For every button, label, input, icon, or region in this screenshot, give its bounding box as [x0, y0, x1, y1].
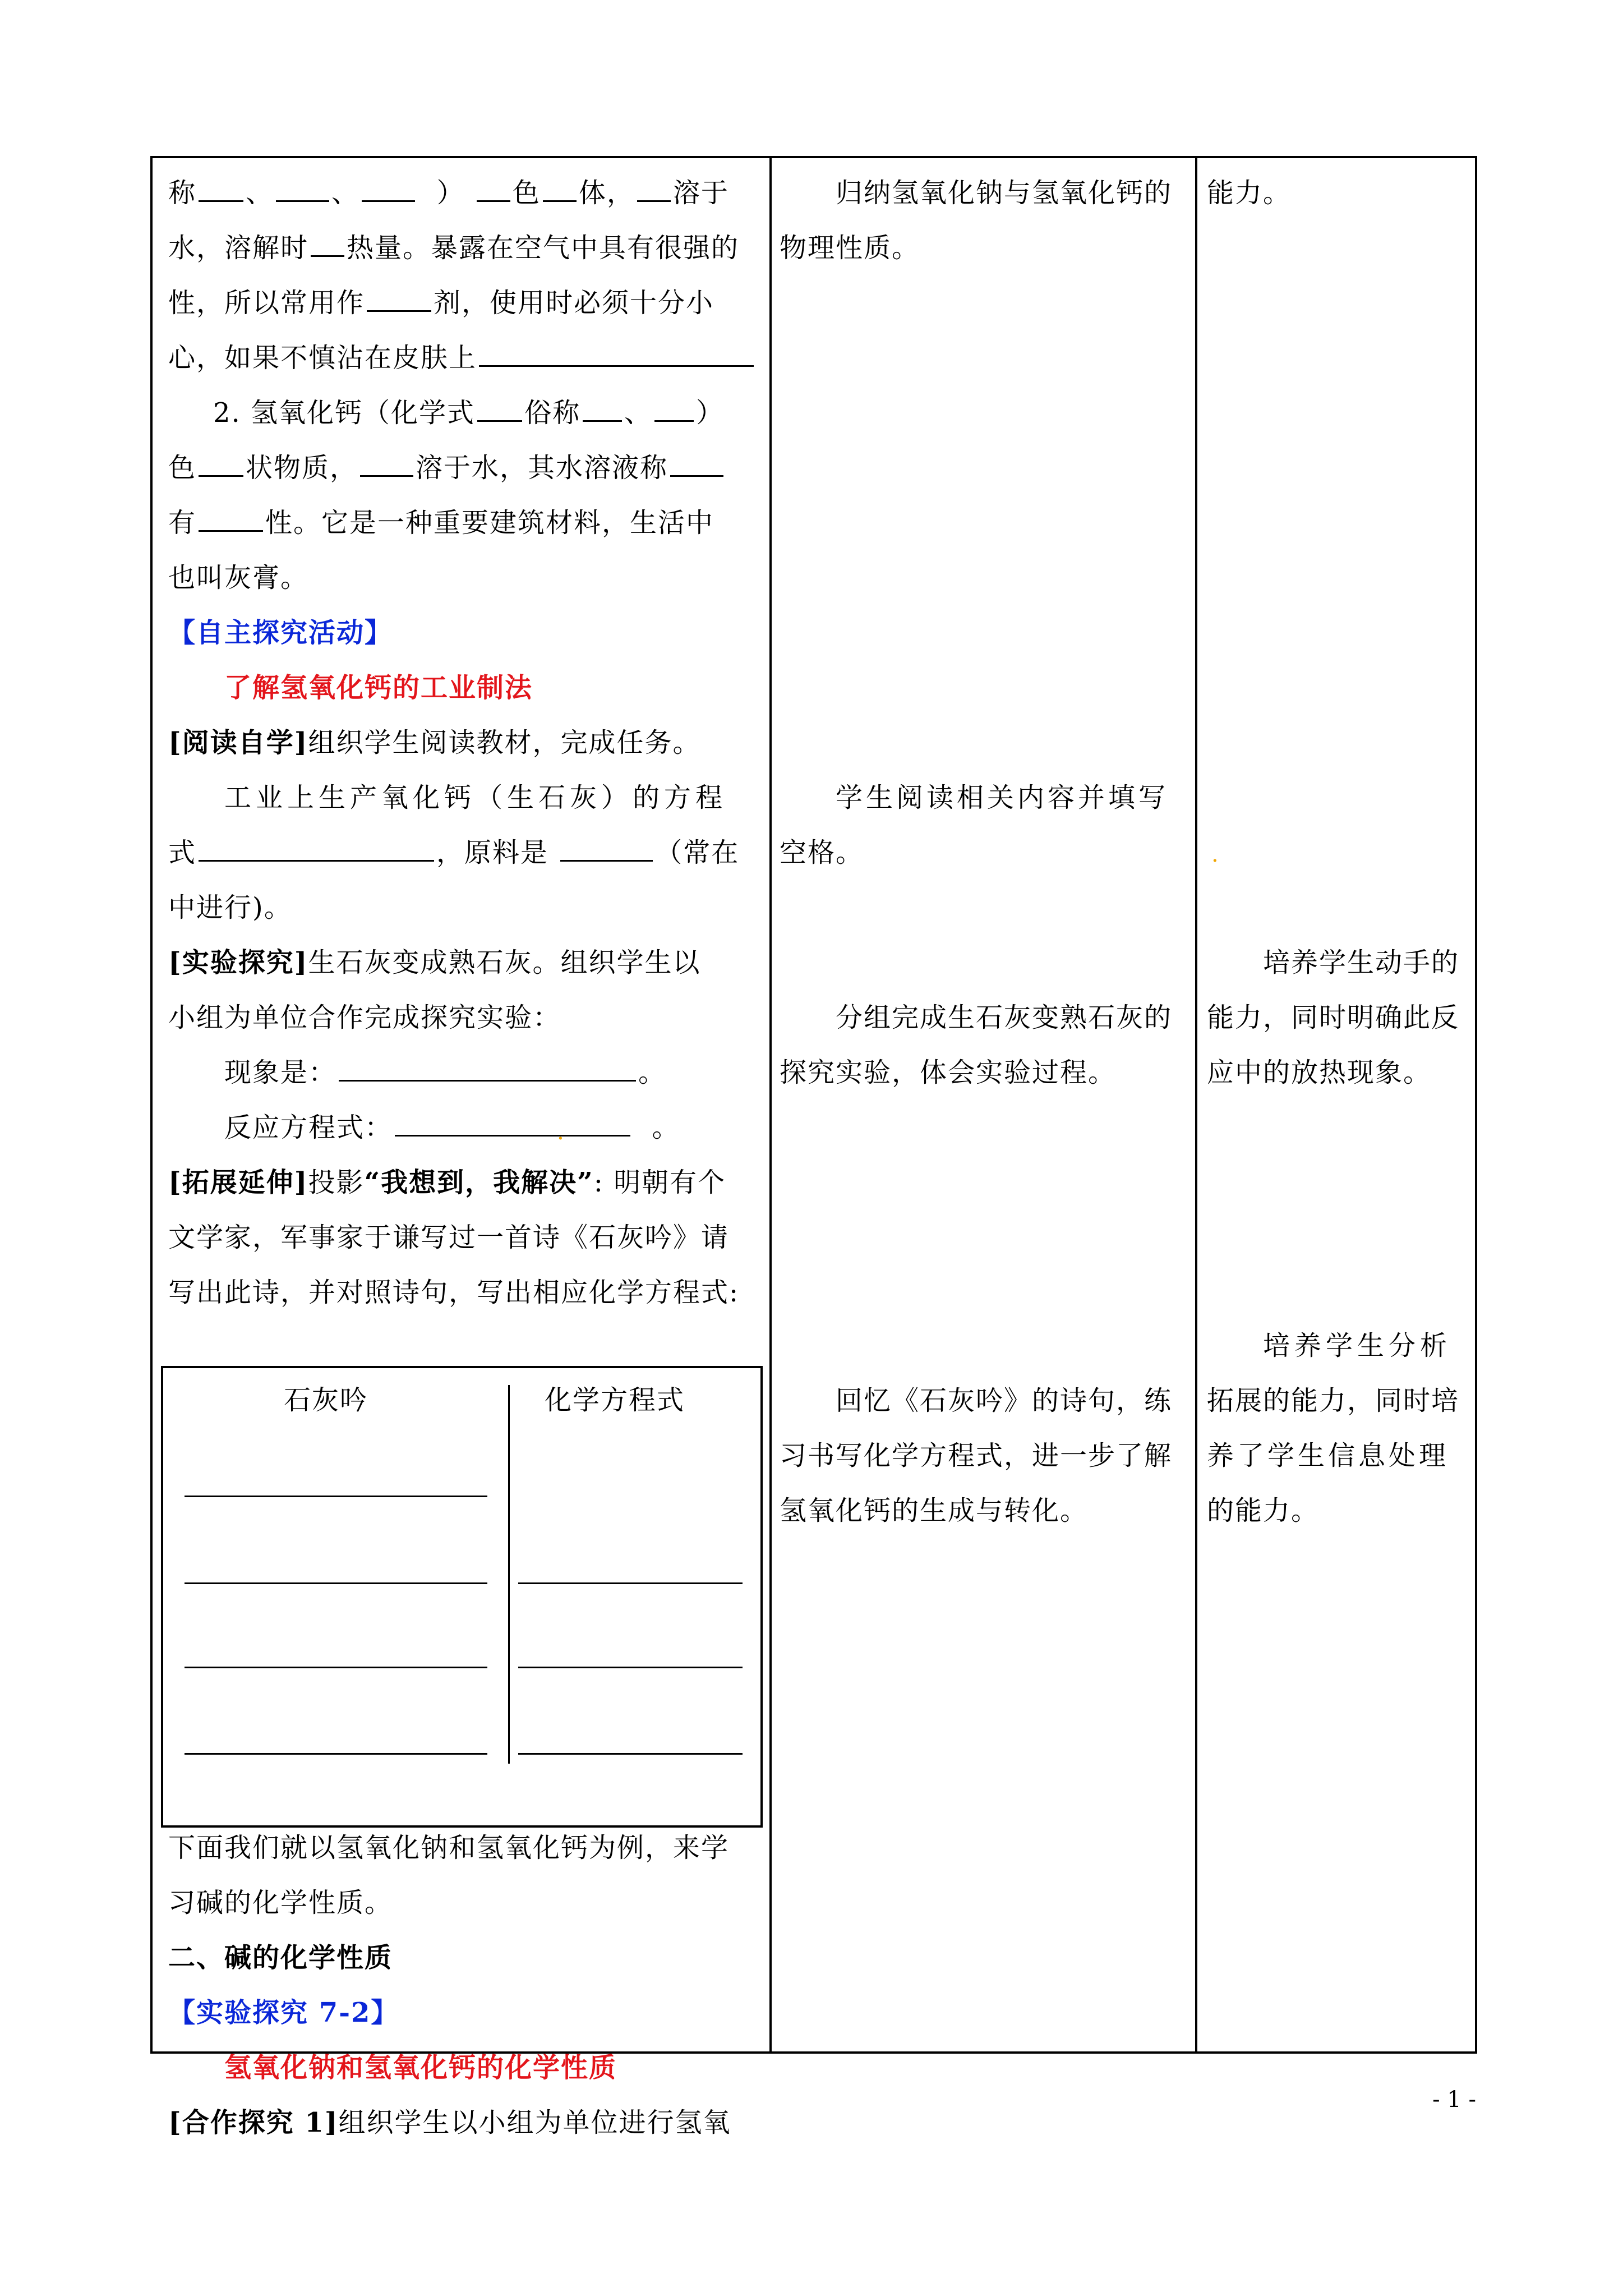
table-border-left	[150, 156, 153, 2054]
blank	[311, 227, 344, 257]
column-design-intent-3	[1207, 1318, 1470, 1538]
after-box-line-2: 习碱的化学性质。	[168, 1887, 393, 1918]
after-box-line-1: 下面我们就以氢氧化钠和氢氧化钙为例，来学	[168, 1832, 730, 1864]
box-divider	[508, 1385, 510, 1764]
blank	[362, 172, 415, 202]
student-text-2b: 空格。	[780, 837, 864, 868]
blank	[276, 172, 329, 202]
column-design-intent-2	[1207, 935, 1470, 1100]
equation-blank-3	[518, 1753, 743, 1755]
blank	[339, 1052, 636, 1082]
blank	[477, 172, 510, 202]
student-text-4a: 回忆《石灰吟》的诗句，练	[836, 1385, 1173, 1416]
intent-text-1: 能力。	[1207, 177, 1292, 209]
subheading-chemical-properties: 氢氧化钠和氢氧化钙的化学性质	[224, 2052, 617, 2083]
heading-experiment-7-2: 【实验探究 7-2】	[168, 1997, 399, 2028]
poem-blank-1	[185, 1496, 487, 1497]
cooperative-exploration-line: [合作探究 1]组织学生以小组为单位进行氢氧	[168, 2107, 731, 2138]
line-4: 心，如果不慎沾在皮肤上	[168, 330, 763, 385]
column-student-activities-2	[780, 770, 1189, 880]
line-2: 水，溶解时 热量。暴露在空气中具有很强的	[168, 220, 763, 275]
equation-blank-2	[518, 1667, 743, 1668]
orange-dot-mark: .	[1211, 841, 1219, 867]
blank	[360, 447, 413, 477]
poem-blank-3	[185, 1667, 487, 1668]
experiment-paragraph: [实验探究]生石灰变成熟石灰。组织学生以	[168, 947, 701, 978]
student-text-1b: 物理性质。	[780, 232, 920, 264]
orange-dot-mark: .	[557, 1119, 564, 1145]
industry-line-3: 中进行)。	[168, 892, 292, 923]
industry-line-2: 式 ，原料是 （常在	[168, 825, 763, 880]
student-text-3b: 探究实验，体会实验过程。	[780, 1057, 1117, 1088]
poem-equation-box	[161, 1366, 763, 1828]
line-3: 性，所以常用作 剂，使用时必须十分小	[168, 275, 763, 330]
poem-blank-4	[185, 1753, 487, 1755]
column-teacher-activities	[168, 165, 763, 1320]
phenomenon-line: 现象是： 。	[168, 1045, 763, 1100]
column-teacher-activities-continued	[168, 1820, 763, 2150]
line-8: 也叫灰膏。	[168, 562, 309, 593]
student-text-4c: 氢氧化钙的生成与转化。	[780, 1495, 1089, 1526]
student-text-1a: 归纳氢氧化钠与氢氧化钙的	[836, 177, 1173, 209]
blank	[654, 392, 694, 422]
column-student-activities-3	[780, 990, 1189, 1100]
blank	[637, 172, 671, 202]
table-border-top	[150, 156, 1477, 158]
column-student-activities-4	[780, 1373, 1189, 1538]
student-text-4b: 习书写化学方程式，进一步了解	[780, 1440, 1173, 1471]
blank	[543, 172, 577, 202]
intent-text-3d: 的能力。	[1207, 1495, 1320, 1526]
blank	[367, 282, 431, 312]
intent-text-3a: 培养学生分析	[1263, 1330, 1452, 1361]
blank	[199, 447, 243, 477]
table-divider-1	[769, 156, 772, 2054]
intent-text-3c: 养了学生信息处理	[1207, 1440, 1450, 1471]
poem-blank-2	[185, 1582, 487, 1584]
blank	[670, 447, 723, 477]
student-text-3a: 分组完成生石灰变熟石灰的	[836, 1002, 1173, 1033]
column-design-intent	[1207, 165, 1470, 220]
extension-paragraph: [拓展延伸]投影“我想到，我解决”: 明朝有个	[168, 1167, 726, 1198]
industry-line-1: 工业上生产氧化钙（生石灰）的方程	[224, 782, 727, 813]
blank	[560, 832, 653, 862]
blank	[479, 337, 754, 367]
line-1: 称 、 、 ） 色 体， 溶于	[168, 165, 763, 220]
box-header-equation: 化学方程式	[545, 1384, 685, 1416]
intent-text-2c: 应中的放热现象。	[1207, 1057, 1432, 1088]
blank	[583, 392, 622, 422]
blank	[199, 172, 243, 202]
intent-text-2a: 培养学生动手的	[1263, 947, 1460, 978]
subheading-industrial-method: 了解氢氧化钙的工业制法	[224, 672, 533, 703]
reading-paragraph: [阅读自学]组织学生阅读教材，完成任务。	[168, 727, 701, 758]
student-text-2a: 学生阅读相关内容并填写	[836, 782, 1169, 813]
section-heading-chemical-properties: 二、碱的化学性质	[168, 1942, 393, 1973]
table-border-right	[1475, 156, 1477, 2054]
equation-blank-1	[518, 1582, 743, 1584]
experiment-line-2: 小组为单位合作完成探究实验：	[168, 1002, 561, 1033]
box-header-poem: 石灰吟	[284, 1384, 368, 1416]
line-5: 2. 氢氧化钙（化学式 俗称 、 ）	[168, 385, 763, 440]
equation-line: 反应方程式： 。	[168, 1100, 763, 1155]
heading-self-exploration: 【自主探究活动】	[168, 617, 393, 648]
blank	[477, 392, 522, 422]
extension-line-3: 写出此诗，并对照诗句，写出相应化学方程式:	[168, 1277, 740, 1308]
column-student-activities	[780, 165, 1189, 275]
page-number: - 1 -	[1432, 2087, 1476, 2113]
line-7: 有 性。它是一种重要建筑材料，生活中	[168, 495, 763, 550]
blank	[199, 502, 263, 532]
line-6: 色 状物质， 溶于水，其水溶液称	[168, 440, 763, 495]
table-divider-2	[1195, 156, 1197, 2054]
extension-line-2: 文学家，军事家于谦写过一首诗《石灰吟》请	[168, 1222, 730, 1253]
blank	[199, 832, 434, 862]
intent-text-3b: 拓展的能力，同时培	[1207, 1385, 1460, 1416]
blank	[395, 1107, 630, 1137]
intent-text-2b: 能力，同时明确此反	[1207, 1002, 1460, 1033]
